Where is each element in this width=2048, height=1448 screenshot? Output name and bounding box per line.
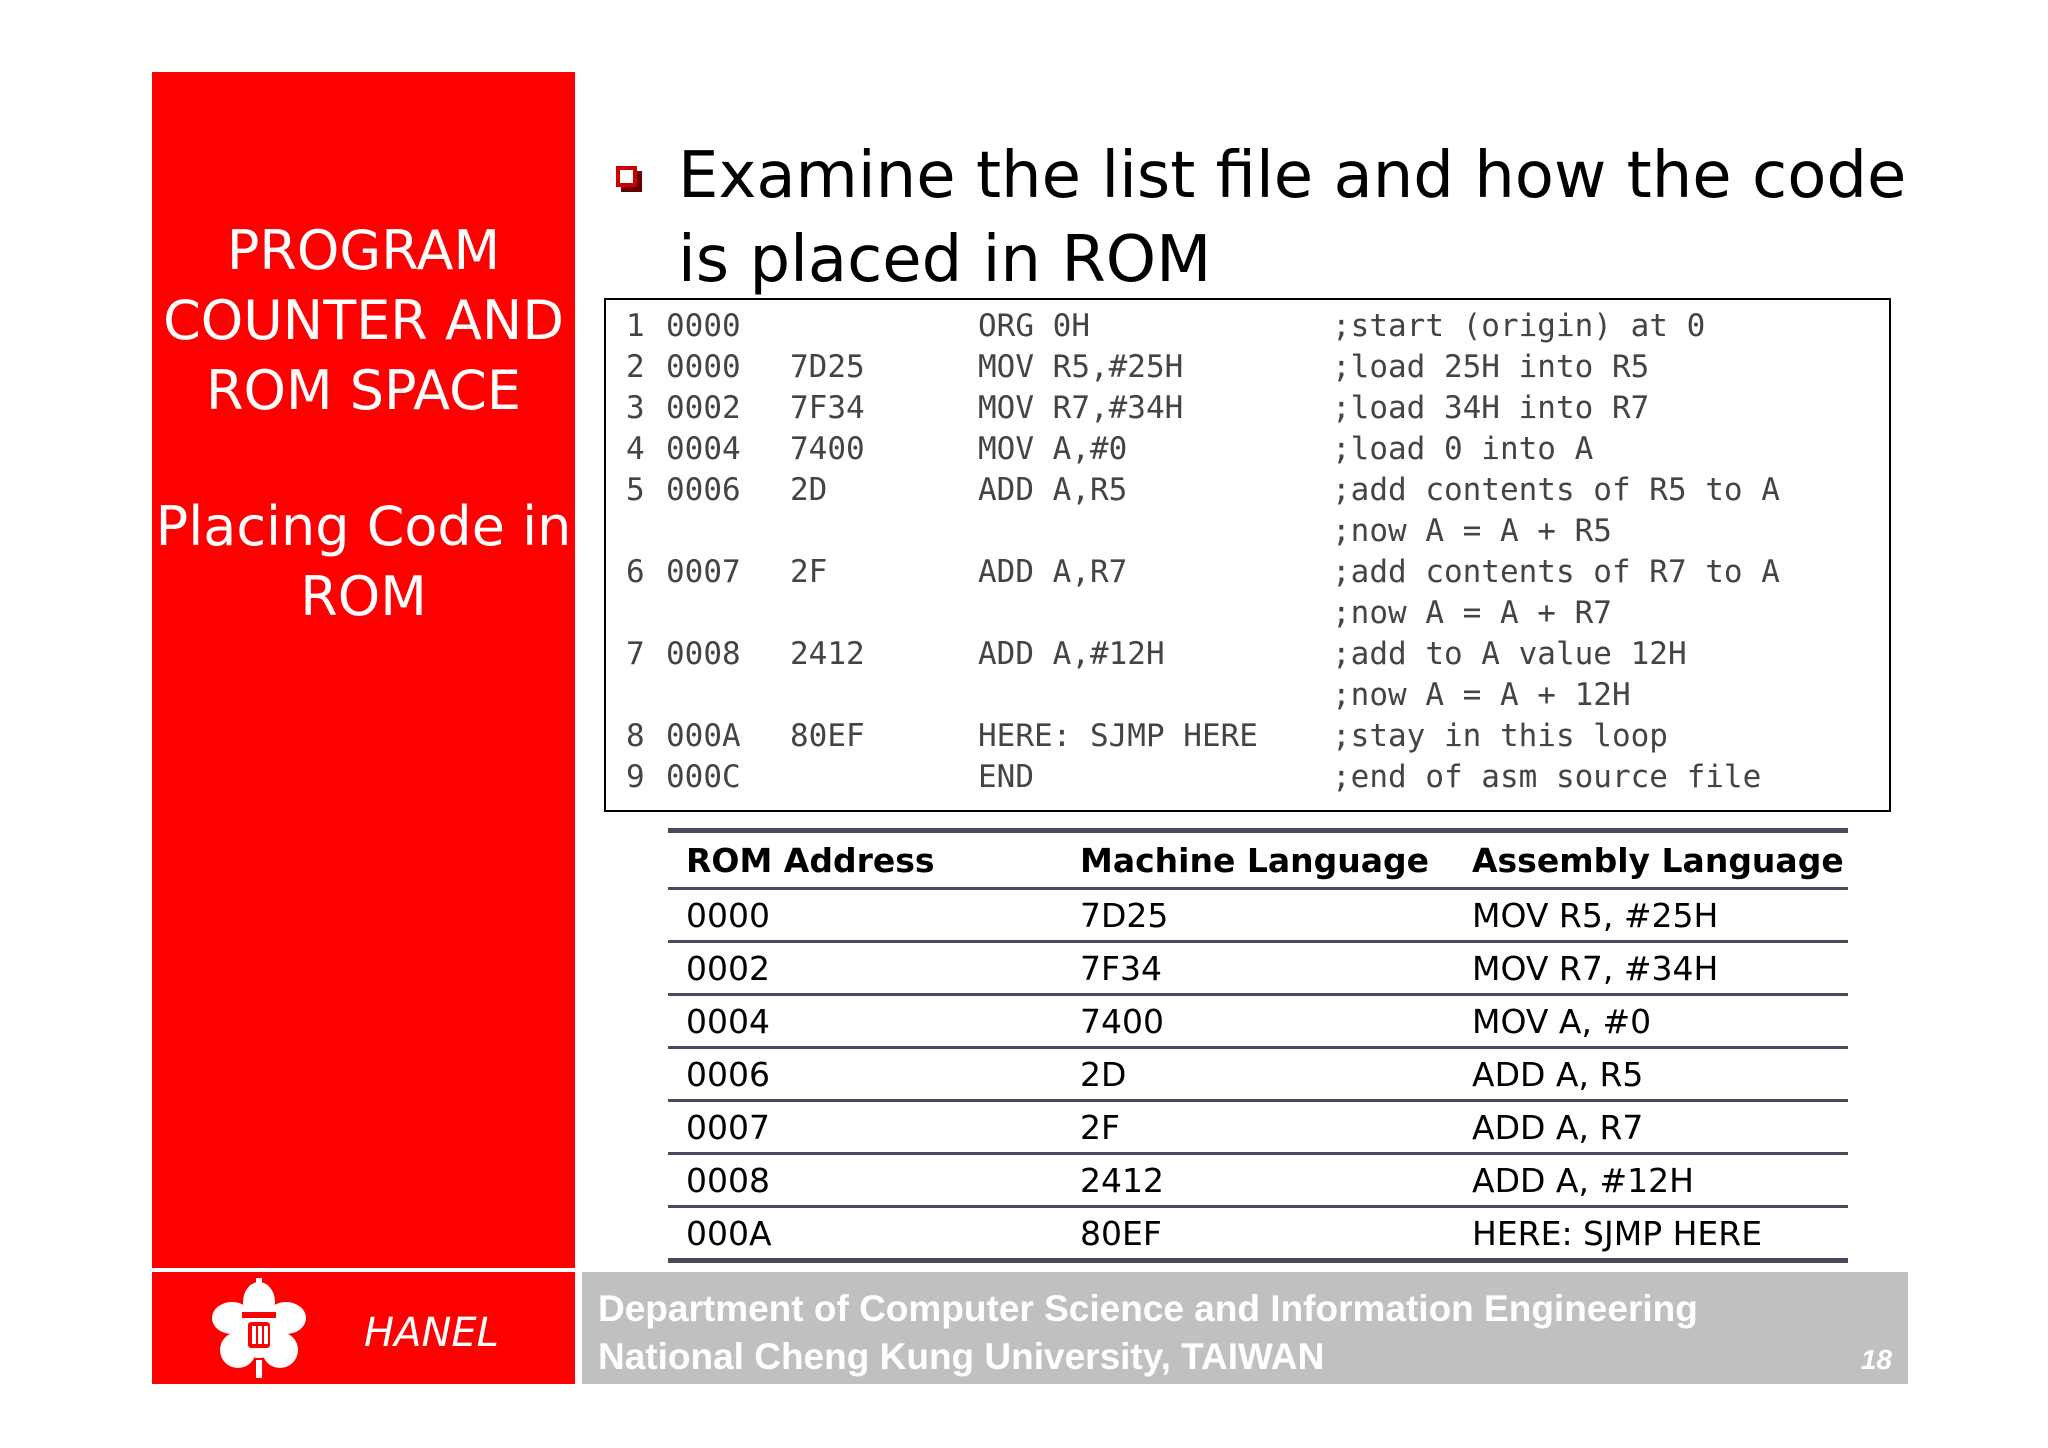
section-subtitle: Placing Code in ROM (155, 495, 572, 628)
code-comment: ;add to A value 12H (1332, 636, 1687, 672)
code-line (626, 554, 1876, 595)
code-line (626, 595, 1876, 636)
university-name: National Cheng Kung University, TAIWAN (598, 1336, 1325, 1377)
machine-language-cell: 7F34 (1062, 942, 1454, 995)
code-address: 0002 (666, 390, 741, 426)
machine-language-cell: 2D (1062, 1048, 1454, 1101)
page-number: 18 (1860, 1344, 1892, 1375)
rom-address-cell: 000A (668, 1207, 1062, 1261)
code-address: 0000 (666, 308, 741, 344)
rom-table-header-row (668, 831, 1848, 889)
ncku-emblem-icon (202, 1278, 316, 1378)
code-comment: ;now A = A + R7 (1332, 595, 1612, 631)
department-name: Department of Computer Science and Information Engineering (598, 1288, 1698, 1329)
sidebar (152, 72, 575, 1268)
table-row (668, 889, 1848, 942)
code-machine-code: 2D (790, 472, 828, 508)
code-machine-code: 80EF (790, 718, 865, 754)
machine-language-cell: 7D25 (1062, 889, 1454, 942)
machine-language-cell: 80EF (1062, 1207, 1454, 1261)
code-address: 000A (666, 718, 741, 754)
footer-bar (582, 1272, 1908, 1384)
code-line (626, 390, 1876, 431)
assembly-language-cell: ADD A, R5 (1454, 1048, 1848, 1101)
code-line-number: 2 (626, 349, 645, 385)
code-line-number: 7 (626, 636, 645, 672)
code-line-number: 3 (626, 390, 645, 426)
table-row (668, 1207, 1848, 1261)
code-line (626, 349, 1876, 390)
code-line (626, 759, 1876, 800)
code-line (626, 513, 1876, 554)
code-machine-code: 2F (790, 554, 828, 590)
code-instruction: ADD A,R7 (978, 554, 1128, 590)
code-comment: ;add contents of R7 to A (1332, 554, 1780, 590)
code-machine-code: 7400 (790, 431, 865, 467)
code-line (626, 677, 1876, 718)
code-instruction: MOV A,#0 (978, 431, 1128, 467)
rom-table-header: Assembly Language (1454, 831, 1848, 889)
code-address: 0000 (666, 349, 741, 385)
assembly-language-cell: ADD A, #12H (1454, 1154, 1848, 1207)
code-comment: ;add contents of R5 to A (1332, 472, 1780, 508)
rom-address-cell: 0007 (668, 1101, 1062, 1154)
code-comment: ;load 0 into A (1332, 431, 1594, 467)
code-address: 0007 (666, 554, 741, 590)
section-title: PROGRAM COUNTER AND ROM SPACE (163, 219, 564, 422)
code-comment: ;now A = A + R5 (1332, 513, 1612, 549)
code-comment: ;now A = A + 12H (1332, 677, 1631, 713)
code-line-number: 8 (626, 718, 645, 754)
rom-table-header: Machine Language (1062, 831, 1454, 889)
code-instruction: MOV R5,#25H (978, 349, 1184, 385)
code-line (626, 718, 1876, 759)
code-comment: ;stay in this loop (1332, 718, 1668, 754)
table-row (668, 995, 1848, 1048)
table-row (668, 1101, 1848, 1154)
assembly-language-cell: HERE: SJMP HERE (1454, 1207, 1848, 1261)
square-bullet-icon (616, 166, 637, 187)
code-address: 0004 (666, 431, 741, 467)
rom-table (668, 828, 1848, 1263)
code-address: 0008 (666, 636, 741, 672)
code-instruction: ORG 0H (978, 308, 1090, 344)
machine-language-cell: 2F (1062, 1101, 1454, 1154)
code-instruction: END (978, 759, 1034, 795)
code-comment: ;load 25H into R5 (1332, 349, 1650, 385)
rom-address-cell: 0004 (668, 995, 1062, 1048)
table-row (668, 942, 1848, 995)
code-machine-code: 7D25 (790, 349, 865, 385)
code-comment: ;start (origin) at 0 (1332, 308, 1706, 344)
table-row (668, 1048, 1848, 1101)
list-file-listing (604, 298, 1891, 812)
rom-address-cell: 0008 (668, 1154, 1062, 1207)
code-line (626, 472, 1876, 513)
code-line-number: 1 (626, 308, 645, 344)
code-line-number: 6 (626, 554, 645, 590)
rom-address-cell: 0000 (668, 889, 1062, 942)
assembly-language-cell: MOV R5, #25H (1454, 889, 1848, 942)
code-instruction: ADD A,R5 (978, 472, 1128, 508)
machine-language-cell: 2412 (1062, 1154, 1454, 1207)
machine-language-cell: 7400 (1062, 995, 1454, 1048)
code-machine-code: 7F34 (790, 390, 865, 426)
code-line (626, 636, 1876, 677)
assembly-language-cell: MOV A, #0 (1454, 995, 1848, 1048)
bullet-text: Examine the list file and how the code is placed in ROM (678, 139, 1907, 297)
assembly-language-cell: ADD A, R7 (1454, 1101, 1848, 1154)
code-comment: ;load 34H into R7 (1332, 390, 1650, 426)
code-line (626, 308, 1876, 349)
code-line-number: 5 (626, 472, 645, 508)
code-machine-code: 2412 (790, 636, 865, 672)
rom-address-cell: 0006 (668, 1048, 1062, 1101)
author-name: HANEL (364, 1310, 499, 1356)
code-line-number: 9 (626, 759, 645, 795)
rom-address-cell: 0002 (668, 942, 1062, 995)
footer-logo-block (152, 1272, 575, 1384)
code-line-number: 4 (626, 431, 645, 467)
assembly-language-cell: MOV R7, #34H (1454, 942, 1848, 995)
rom-table-header: ROM Address (668, 831, 1062, 889)
code-instruction: ADD A,#12H (978, 636, 1165, 672)
table-row (668, 1154, 1848, 1207)
code-line (626, 431, 1876, 472)
code-comment: ;end of asm source file (1332, 759, 1762, 795)
code-address: 0006 (666, 472, 741, 508)
code-instruction: HERE: SJMP HERE (978, 718, 1258, 754)
code-instruction: MOV R7,#34H (978, 390, 1184, 426)
code-address: 000C (666, 759, 741, 795)
